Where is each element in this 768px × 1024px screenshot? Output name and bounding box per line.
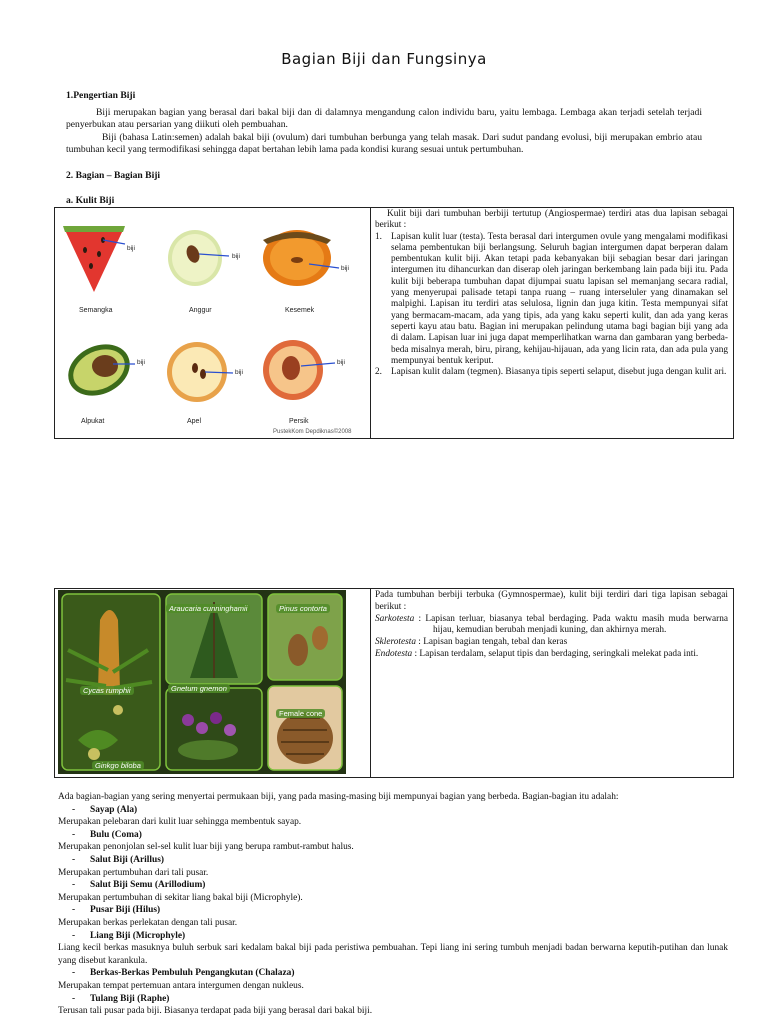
section1-para1: Biji merupakan bagian yang berasal dari bakal biji dan di dalamnya mengandung calon individu baru, yaitu lembaga. Lembaga akan terjadi setelah terjadi penyerbukan atau persarian yang diikuti oleh pembuahan. xyxy=(66,107,702,130)
table-divider xyxy=(370,588,371,778)
gnetum-label: Gnetum gnemon xyxy=(168,684,230,693)
list-item: 2. Lapisan kulit dalam (tegmen). Biasanya tipis seperti selaput, disebut juga dengan kulit ari. xyxy=(375,367,727,378)
persimmon-image xyxy=(263,230,339,286)
araucaria-label: Araucaria cunninghamii xyxy=(166,604,250,613)
biji-pointer-label: biji xyxy=(341,265,349,272)
list-item-desc: Terusan tali pusar pada biji. Biasanya terdapat pada biji yang berasal dari bakal biji. xyxy=(58,1006,373,1017)
list-item-desc: Merupakan penonjolan sel-sel kulit luar biji yang berupa rambut-rambut halus. xyxy=(58,842,354,853)
gymnosperm-text xyxy=(375,590,728,661)
biji-pointer-label: biji xyxy=(137,359,145,366)
list-item: 1. Lapisan kulit luar (testa). Testa berasal dari intergumen ovule yang mengalami modifikasi selama pembentukan biji berlangsung. Seluruh bagian intergumen dapat berperan dalam pembentukan kulit biji. Akan tetapi pada kebanyakan biji sebagian besar dari jaringan intergumen itu dihancurkan dan diserap oleh jaringan berkembang lain pada biji itu. Pada kulit biji beberapa tumbuhan dapat dijumpai suatu lapisan sel memanjang secara radial, yang menyerupai palisade tetapi tanpa ruang – ruang interseluler yang dinamakan sel malpighi. Lapisan itu terdiri atas selulosa, lignin dan juga kitin. Testa mempunyai sifat yang bermacam-macam, ada yang tipis, ada yang kaku seperti kulit, dan ada yang keras seperti kayu atau batu. Bagian ini merupakan pelindung utama bagi bagian biji yang ada di dalam. Lapisan luar ini juga dapat memperlihatkan warna dan gambaran yang berbeda-beda misalnya merah, biru, pirang, kehijau-hijauan, ada yang licin rata, dan ada pula yang mempunyai bentuk keriput. xyxy=(375,231,728,366)
endotesta-item: Endotesta : Lapisan terdalam, selaput tipis dan berdaging, seringkali melekat pada inti. xyxy=(375,648,699,659)
list-item-title: - Bulu (Coma) xyxy=(72,829,142,840)
section1-heading: 1.Pengertian Biji xyxy=(66,90,136,101)
list-item-title: - Tulang Biji (Raphe) xyxy=(72,993,170,1004)
fruit-label-alpukat: Alpukat xyxy=(81,418,105,425)
sarkotesta-item: Sarkotesta : Lapisan terluar, biasanya tebal berdaging. Pada waktu masih muda berwarna hijau, kemudian berubah menjadi kuning, dan akhirnya merah. xyxy=(375,613,728,636)
angiosperm-intro: Kulit biji dari tumbuhan berbiji tertutup (Angiospermae) terdiri atas dua lapisan sebagai berikut : xyxy=(375,209,728,231)
section2-heading: 2. Bagian – Bagian Biji xyxy=(66,170,161,181)
page-title: Bagian Biji dan Fungsinya xyxy=(281,50,487,68)
list-item-title: - Salut Biji Semu (Arillodium) xyxy=(72,880,206,891)
gymnosperm-intro: Pada tumbuhan berbiji terbuka (Gymnospermae), kulit biji terdiri dari tiga lapisan sebagai berikut : xyxy=(375,590,728,612)
pinus-label: Pinus contorta xyxy=(276,604,330,613)
female-cone-label: Female cone xyxy=(276,709,325,718)
figure-credit: PustekKom Depdiknas©2008 xyxy=(273,429,352,435)
sklerotesta-item: Sklerotesta : Lapisan bagian tengah, tebal dan keras xyxy=(375,637,568,648)
kulit-biji-heading: a. Kulit Biji xyxy=(66,195,115,206)
biji-pointer-label: biji xyxy=(232,253,240,260)
list-item-desc: Merupakan tempat pertemuan antara intergumen dengan nukleus. xyxy=(58,980,304,991)
fruit-label-persik: Persik xyxy=(289,418,309,425)
biji-pointer-label: biji xyxy=(337,359,345,366)
fruit-label-semangka: Semangka xyxy=(79,307,113,314)
list-item-desc: Merupakan berkas perlekatan dengan tali pusar. xyxy=(58,917,238,928)
seed-parts-section xyxy=(58,791,728,1018)
table-divider xyxy=(370,207,371,439)
angiosperm-text xyxy=(375,209,728,378)
peach-image xyxy=(263,340,335,400)
fruit-label-apel: Apel xyxy=(187,418,202,425)
list-item-title: - Sayap (Ala) xyxy=(72,804,138,815)
list-item-desc: Merupakan pertumbuhan dari tali pusar. xyxy=(58,867,209,878)
section1-para2: Biji (bahasa Latin:semen) adalah bakal biji (ovulum) dari tumbuhan berbunga yang telah masak. Dari sudut pandang evolusi, biji merupakan embrio atau tumbuhan kecil yang termodifikasi sehingga dapat bertahan lebih lama pada kondisi kurang sesuai untuk pertumbuhan. xyxy=(66,132,702,155)
angiosperm-list xyxy=(375,232,728,379)
list-item-desc: Liang kecil berkas masuknya buluh serbuk sari kedalam bakal biji pada peristiwa pembuahan. Tepi liang ini sering tumbuh menjadi badan berwarna keputih-putihan dan lunak yang disebut karankula. xyxy=(58,943,728,966)
watermelon-image xyxy=(63,226,125,292)
list-item-desc: Merupakan pelebaran dari kulit luar sehingga membentuk sayap. xyxy=(58,817,302,828)
list-item-title: - Liang Biji (Microphyle) xyxy=(72,930,186,941)
fruit-label-kesemek: Kesemek xyxy=(285,307,315,314)
gymnosperm-figure xyxy=(58,590,346,774)
list-item-desc: Merupakan pertumbuhan di sekitar liang bakal biji (Microphyle). xyxy=(58,892,303,903)
ginkgo-label: Ginkgo biloba xyxy=(92,761,144,770)
cycas-label: Cycas rumphii xyxy=(80,686,134,695)
biji-pointer-label: biji xyxy=(127,245,135,252)
seed-parts-intro: Ada bagian-bagian yang sering menyertai permukaan biji, yang pada masing-masing biji mempunyai bagian yang berbeda. Bagian-bagian itu adalah: xyxy=(58,792,619,802)
avocado-image xyxy=(60,335,138,406)
list-item-title: - Salut Biji (Arillus) xyxy=(72,854,164,865)
biji-pointer-label: biji xyxy=(235,369,243,376)
apple-image xyxy=(167,342,233,402)
fruit-label-anggur: Anggur xyxy=(189,307,212,314)
list-item-title: - Berkas-Berkas Pembuluh Pengangkutan (Chalaza) xyxy=(72,968,295,979)
fruit-seeds-figure xyxy=(57,210,367,436)
list-item-title: - Pusar Biji (Hilus) xyxy=(72,905,161,916)
grape-image xyxy=(168,230,229,286)
